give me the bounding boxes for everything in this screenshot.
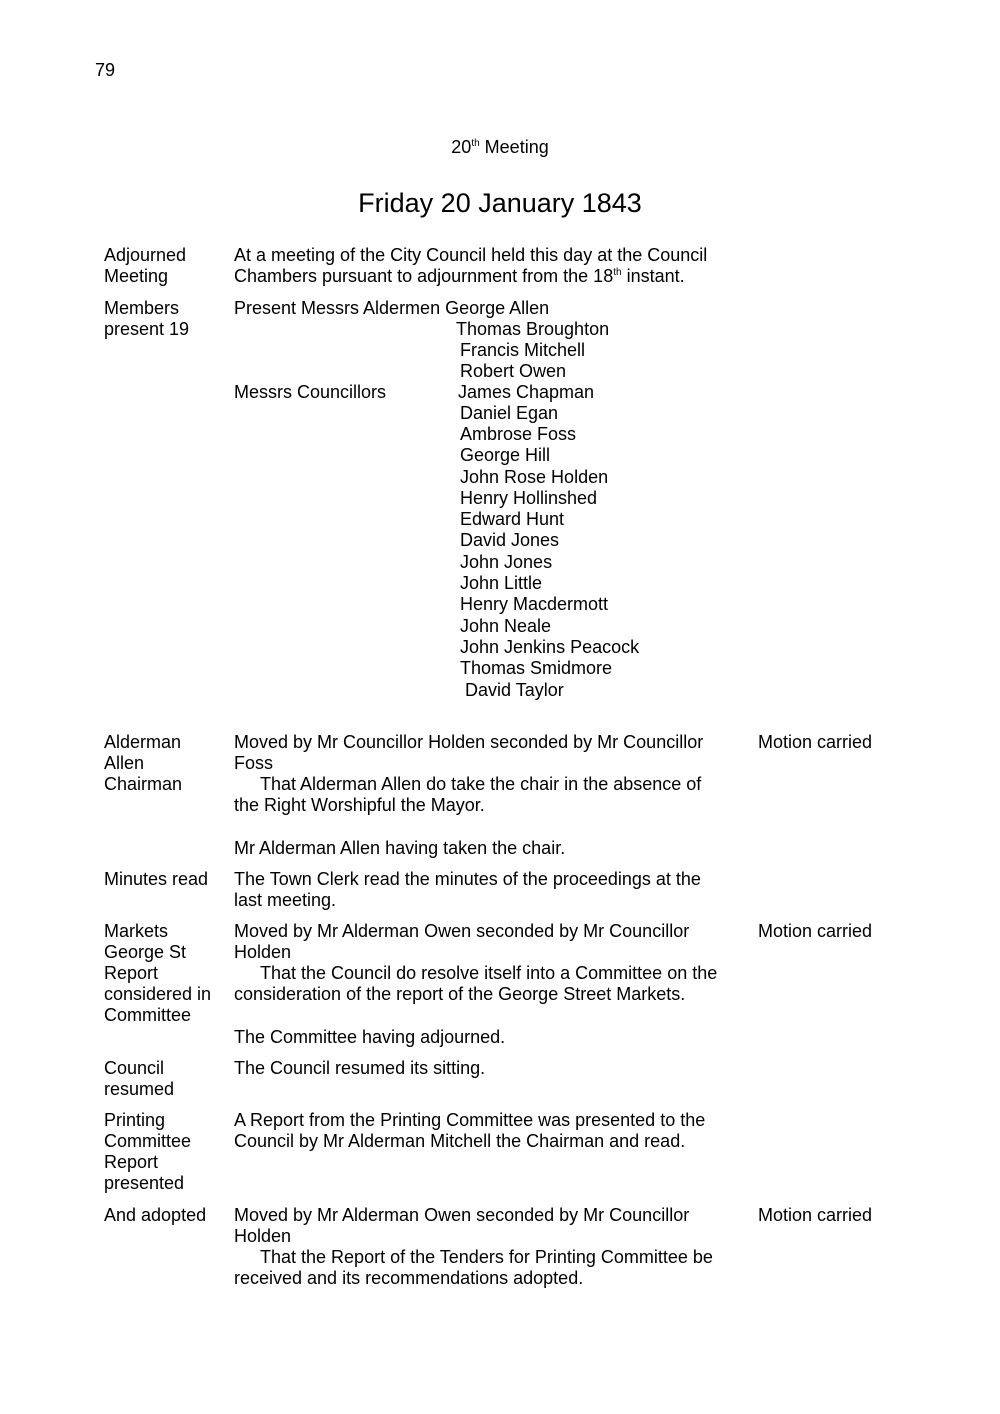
adjourned-line-2-post: instant. bbox=[621, 266, 685, 286]
margin-adopted bbox=[104, 1205, 224, 1226]
margin-line: present 19 bbox=[104, 319, 190, 339]
margin-line: Report bbox=[104, 1152, 159, 1172]
resumed-text: The Council resumed its sitting. bbox=[234, 1058, 486, 1078]
page-number: 79 bbox=[95, 60, 116, 80]
adjourned-line-1: At a meeting of the City Council held this day at the Council bbox=[234, 245, 708, 265]
councillors-label: Messrs Councillors bbox=[234, 382, 387, 402]
councillor-name: Ambrose Foss bbox=[460, 424, 577, 444]
margin-line: Meeting bbox=[104, 266, 169, 286]
margin-printing bbox=[104, 1110, 224, 1194]
meeting-number bbox=[0, 137, 1000, 158]
councillor-name: John Jones bbox=[460, 552, 553, 572]
margin-line: Council bbox=[104, 1058, 165, 1078]
margin-line: Printing bbox=[104, 1110, 166, 1130]
councillor-name: John Little bbox=[460, 573, 543, 593]
meeting-number-value: 20 bbox=[451, 137, 472, 157]
aldermen-label: Present Messrs Aldermen George Allen bbox=[234, 298, 550, 318]
margin-line: Adjourned bbox=[104, 245, 187, 265]
chairman-moved: Moved by Mr Councillor Holden seconded by Mr Councillor Foss bbox=[234, 732, 704, 773]
councillor-name: Thomas Smidmore bbox=[460, 658, 613, 678]
margin-members bbox=[104, 298, 224, 340]
margin-line: Markets bbox=[104, 921, 169, 941]
markets-moved: Moved by Mr Alderman Owen seconded by Mr Councillor Holden bbox=[234, 921, 690, 962]
margin-minutes bbox=[104, 869, 224, 890]
councillor-name: James Chapman bbox=[458, 382, 595, 402]
adopted-text bbox=[234, 1205, 734, 1289]
councillor-name: John Jenkins Peacock bbox=[460, 637, 640, 657]
margin-line: Chairman bbox=[104, 774, 183, 794]
adjourned-text bbox=[234, 245, 734, 287]
margin-line: George St bbox=[104, 942, 187, 962]
motion-status: Motion carried bbox=[758, 732, 873, 752]
markets-resolution: That the Council do resolve itself into a Committee on the consideration of the report of the George Street Markets. bbox=[234, 963, 718, 1004]
alderman-name: Thomas Broughton bbox=[456, 319, 610, 339]
adjourned-line-2-sup: th bbox=[613, 267, 622, 278]
adjourned-line-2 bbox=[234, 266, 734, 287]
margin-line: Members bbox=[104, 298, 180, 318]
margin-line: Report bbox=[104, 963, 159, 983]
councillor-name: David Taylor bbox=[465, 680, 564, 700]
margin-line: considered in bbox=[104, 984, 212, 1004]
margin-line: Allen bbox=[104, 753, 145, 773]
margin-line: presented bbox=[104, 1173, 185, 1193]
councillor-name: Henry Macdermott bbox=[460, 594, 609, 614]
printing-text: A Report from the Printing Committee was presented to the Council by Mr Alderman Mitchell the Chairman and read. bbox=[234, 1110, 706, 1151]
meeting-number-suffix: th bbox=[471, 138, 480, 149]
margin-resumed bbox=[104, 1058, 224, 1100]
adopted-resolution: That the Report of the Tenders for Printing Committee be received and its recommendations adopted. bbox=[234, 1247, 713, 1288]
alderman-name: Robert Owen bbox=[460, 361, 567, 381]
adjourned-line-2-pre: Chambers pursuant to adjournment from the 18 bbox=[234, 266, 614, 286]
councillor-name: Henry Hollinshed bbox=[460, 488, 598, 508]
alderman-name: Francis Mitchell bbox=[460, 340, 586, 360]
margin-chairman bbox=[104, 732, 224, 795]
minutes-text: The Town Clerk read the minutes of the proceedings at the last meeting. bbox=[234, 869, 701, 910]
meeting-date: Friday 20 January 1843 bbox=[358, 188, 642, 218]
markets-followup: The Committee having adjourned. bbox=[234, 1027, 506, 1047]
chairman-followup: Mr Alderman Allen having taken the chair. bbox=[234, 838, 566, 858]
margin-line: Minutes read bbox=[104, 869, 209, 889]
councillor-name: Daniel Egan bbox=[460, 403, 559, 423]
margin-line: And adopted bbox=[104, 1205, 207, 1225]
adopted-moved: Moved by Mr Alderman Owen seconded by Mr Councillor Holden bbox=[234, 1205, 690, 1246]
markets-text bbox=[234, 921, 734, 1005]
margin-line: resumed bbox=[104, 1079, 175, 1099]
motion-status: Motion carried bbox=[758, 921, 873, 941]
margin-adjourned bbox=[104, 245, 224, 287]
councillor-name: John Neale bbox=[460, 616, 552, 636]
chairman-resolution: That Alderman Allen do take the chair in the absence of the Right Worshipful the Mayor. bbox=[234, 774, 702, 815]
margin-line: Committee bbox=[104, 1131, 192, 1151]
councillor-name: Edward Hunt bbox=[460, 509, 565, 529]
councillor-name: David Jones bbox=[460, 530, 560, 550]
chairman-text bbox=[234, 732, 724, 816]
margin-line: Committee bbox=[104, 1005, 192, 1025]
meeting-word: Meeting bbox=[484, 137, 549, 157]
motion-status: Motion carried bbox=[758, 1205, 873, 1225]
margin-markets bbox=[104, 921, 224, 1026]
councillor-name: George Hill bbox=[460, 445, 551, 465]
margin-line: Alderman bbox=[104, 732, 182, 752]
councillor-name: John Rose Holden bbox=[460, 467, 609, 487]
